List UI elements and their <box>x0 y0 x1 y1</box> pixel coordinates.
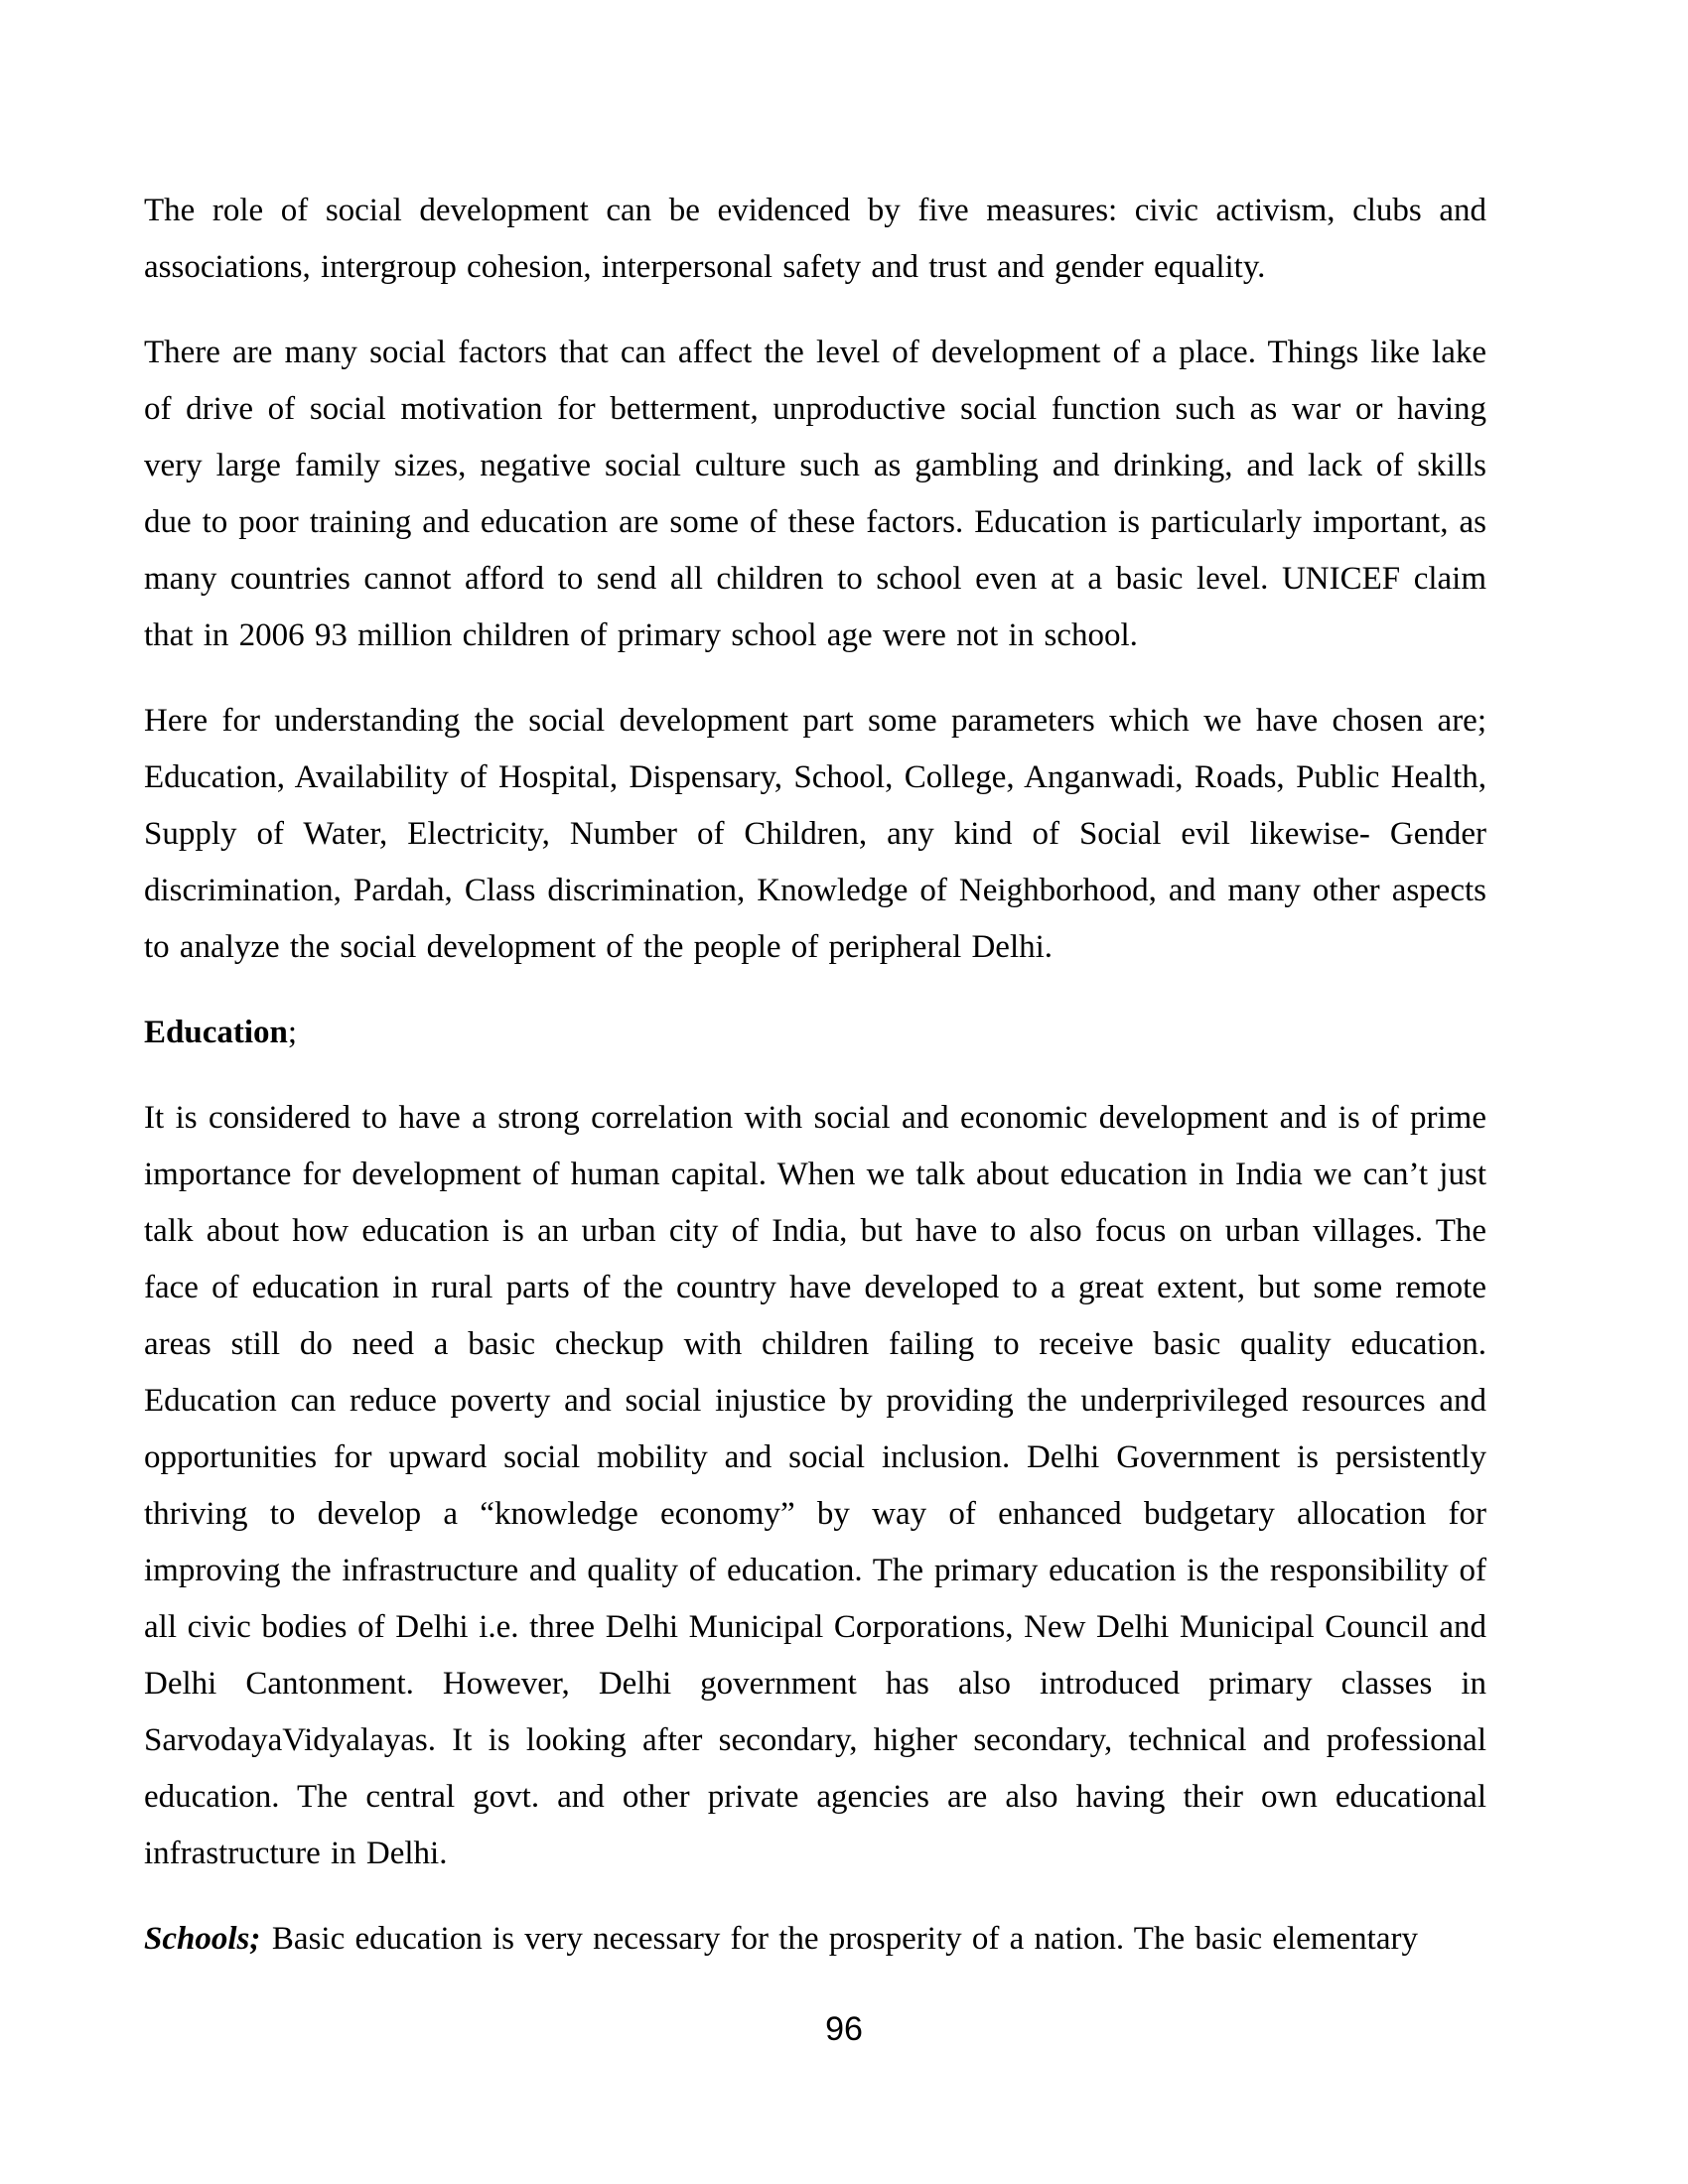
paragraph-social-factors: There are many social factors that can affect the level of development of a place. Things like lake of drive of social motivation for betterment, unproductive social function such as war or having very large family sizes, negative social culture such as gambling and drinking, and lack of skills due to poor training and education are some of these factors. Education is particularly important, as many countries cannot afford to send all children to school even at a basic level. UNICEF claim that in 2006 93 million children of primary school age were not in school. <box>144 335 1486 653</box>
schools-text: Basic education is very necessary for the prosperity of a nation. The basic elementary <box>271 1921 1418 1957</box>
paragraph-education-details: It is considered to have a strong correlation with social and economic development and is of prime importance for development of human capital. When we talk about education in India we can’t just talk about how education is an urban city of India, but have to also focus on urban villages. The face of education in rural parts of the country have developed to a great extent, but some remote areas still do need a basic checkup with children failing to receive basic quality education. Education can reduce poverty and social injustice by providing the underprivileged resources and opportunities for upward social mobility and social inclusion. Delhi Government is persistently thriving to develop a “knowledge economy” by way of enhanced budgetary allocation for improving the infrastructure and quality of education. The primary education is the responsibility of all civic bodies of Delhi i.e. three Delhi Municipal Corporations, New Delhi Municipal Council and Delhi Cantonment. However, Delhi government has also introduced primary classes in SarvodayaVidyalayas. It is looking after secondary, higher secondary, technical and professional education. The central govt. and other private agencies are also having their own educational infrastructure in Delhi. <box>144 1100 1486 1871</box>
paragraph-parameters-chosen: Here for understanding the social development part some parameters which we have chosen are; Education, Availability of Hospital, Dispensary, School, College, Anganwadi, Roads, Public Health, Supply of Water, Electricity, Number of Children, any kind of Social evil likewise- Gender discrimination, Pardah, Class discrimination, Knowledge of Neighborhood, and many other aspects to analyze the social development of the people of peripheral Delhi. <box>144 703 1486 965</box>
page-number: 96 <box>825 2010 863 2048</box>
paragraph-schools <box>144 1911 1486 1968</box>
document-content <box>144 183 1486 1996</box>
education-section-heading <box>144 1005 1486 1061</box>
education-heading-text: Education <box>144 1015 288 1050</box>
paragraph-social-development-measures: The role of social development can be evidenced by five measures: civic activism, clubs and associations, intergroup cohesion, interpersonal safety and trust and gender equality. <box>144 193 1486 285</box>
education-heading-punctuation: ; <box>287 1015 298 1050</box>
schools-label: Schools; <box>144 1921 261 1957</box>
